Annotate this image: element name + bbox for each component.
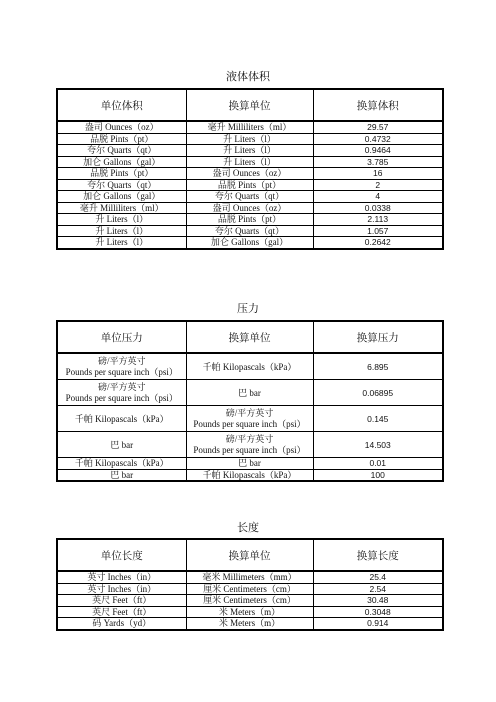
- length-title: 长度: [237, 521, 259, 534]
- pressure-table: [56, 320, 444, 482]
- table-cell: 升 Liters（l）: [57, 214, 186, 226]
- table-cell: [57, 469, 186, 481]
- table-cell: 盎司 Ounces（oz）: [186, 168, 313, 180]
- table-cell: [57, 432, 186, 458]
- table-cell: 2.54: [313, 583, 443, 595]
- cell-line: 磅/平方英寸: [97, 355, 146, 366]
- table-cell: 0.145: [313, 406, 443, 432]
- table-cell: 品脱 Pints（pt）: [57, 168, 186, 180]
- table-cell: 英寸 Inches（in）: [57, 571, 186, 583]
- table-cell: 3.785: [313, 156, 443, 168]
- table-row: [57, 133, 443, 145]
- table-cell: 厘米 Centimeters（cm）: [186, 583, 313, 595]
- column-header: 单位压力: [57, 321, 186, 353]
- liquid-volume-title: 液体体积: [226, 70, 270, 83]
- table-cell: 英尺 Feet（ft）: [57, 606, 186, 618]
- table-row: [57, 353, 443, 380]
- column-header: 换算单位: [186, 321, 313, 353]
- table-cell: 品脱 Pints（pt）: [186, 179, 313, 191]
- cell-line: Pounds per square inch（psi）: [65, 366, 178, 377]
- table-cell: 加仑 Gallons（gal）: [57, 156, 186, 168]
- table-cell: 4: [313, 191, 443, 203]
- table-cell: 夸尔 Quarts（qt）: [57, 179, 186, 191]
- table-cell: 100: [313, 469, 443, 481]
- table-row: [57, 618, 443, 630]
- table-cell: 升 Liters（l）: [186, 145, 313, 157]
- table-cell: 升 Liters（l）: [186, 156, 313, 168]
- table-row: [57, 458, 443, 470]
- table-header-row: [57, 89, 443, 121]
- table-header-row: [57, 321, 443, 353]
- table-cell: 0.01: [313, 458, 443, 470]
- table-cell: 升 Liters（l）: [57, 225, 186, 237]
- table-cell: 盎司 Ounces（oz）: [57, 121, 186, 133]
- cell-line: 千帕 Kilopascals（kPa）: [202, 469, 297, 480]
- table-cell: 0.0338: [313, 202, 443, 214]
- table-row: [57, 202, 443, 214]
- table-row: [57, 214, 443, 226]
- table-row: [57, 380, 443, 406]
- table-cell: 升 Liters（l）: [186, 133, 313, 145]
- table-cell: 30.48: [313, 595, 443, 607]
- table-cell: 品脱 Pints（pt）: [57, 133, 186, 145]
- table-cell: 0.2642: [313, 237, 443, 249]
- table-cell: 升 Liters（l）: [57, 237, 186, 249]
- liquid-volume-table: [56, 88, 444, 250]
- table-cell: 毫米 Millimeters（mm）: [186, 571, 313, 583]
- table-cell: [57, 353, 186, 380]
- table-cell: 夸尔 Quarts（qt）: [186, 191, 313, 203]
- cell-line: 磅/平方英寸: [225, 407, 274, 418]
- table-cell: [186, 406, 313, 432]
- table-cell: 厘米 Centimeters（cm）: [186, 595, 313, 607]
- table-cell: 0.3048: [313, 606, 443, 618]
- table-row: [57, 156, 443, 168]
- column-header: 换算长度: [313, 539, 443, 571]
- table-row: [57, 432, 443, 458]
- table-cell: 14.503: [313, 432, 443, 458]
- table-cell: 0.06895: [313, 380, 443, 406]
- table-cell: [186, 432, 313, 458]
- table-cell: [186, 458, 313, 470]
- table-cell: 25.4: [313, 571, 443, 583]
- cell-line: Pounds per square inch（psi）: [193, 418, 306, 429]
- table-cell: [186, 469, 313, 481]
- cell-line: 巴 bar: [110, 469, 134, 480]
- table-row: [57, 191, 443, 203]
- table-cell: [186, 353, 313, 380]
- table-cell: [186, 380, 313, 406]
- table-row: [57, 237, 443, 249]
- table-row: [57, 406, 443, 432]
- column-header: 单位体积: [57, 89, 186, 121]
- table-cell: 码 Yards（yd）: [57, 618, 186, 630]
- cell-line: Pounds per square inch（psi）: [193, 444, 306, 455]
- cell-line: 千帕 Kilopascals（kPa）: [202, 361, 297, 372]
- column-header: 单位长度: [57, 539, 186, 571]
- table-row: [57, 121, 443, 133]
- table-cell: 夸尔 Quarts（qt）: [57, 145, 186, 157]
- table-cell: 英尺 Feet（ft）: [57, 595, 186, 607]
- table-cell: 1.057: [313, 225, 443, 237]
- table-cell: 0.4732: [313, 133, 443, 145]
- cell-line: 磅/平方英寸: [225, 433, 274, 444]
- table-cell: 16: [313, 168, 443, 180]
- cell-line: 千帕 Kilopascals（kPa）: [74, 413, 169, 424]
- cell-line: Pounds per square inch（psi）: [65, 392, 178, 403]
- table-row: [57, 179, 443, 191]
- table-cell: 米 Meters（m）: [186, 618, 313, 630]
- cell-line: 巴 bar: [238, 387, 261, 398]
- pressure-title: 压力: [237, 302, 259, 315]
- table-row: [57, 583, 443, 595]
- table-row: [57, 469, 443, 481]
- table-cell: 2.113: [313, 214, 443, 226]
- table-header-row: [57, 539, 443, 571]
- table-cell: 毫升 Milliliters（ml）: [57, 202, 186, 214]
- table-row: [57, 225, 443, 237]
- table-cell: 品脱 Pints（pt）: [186, 214, 313, 226]
- column-header: 换算单位: [186, 89, 313, 121]
- table-cell: 0.914: [313, 618, 443, 630]
- table-cell: 毫升 Milliliters（ml）: [186, 121, 313, 133]
- table-cell: 米 Meters（m）: [186, 606, 313, 618]
- table-cell: 29.57: [313, 121, 443, 133]
- table-row: [57, 168, 443, 180]
- table-cell: 6.895: [313, 353, 443, 380]
- table-cell: 0.9464: [313, 145, 443, 157]
- cell-line: 巴 bar: [238, 458, 261, 469]
- table-cell: 夸尔 Quarts（qt）: [186, 225, 313, 237]
- table-row: [57, 145, 443, 157]
- cell-line: 巴 bar: [110, 439, 134, 450]
- column-header: 换算单位: [186, 539, 313, 571]
- table-cell: [57, 380, 186, 406]
- table-cell: 2: [313, 179, 443, 191]
- table-row: [57, 571, 443, 583]
- table-cell: 加仑 Gallons（gal）: [57, 191, 186, 203]
- cell-line: 千帕 Kilopascals（kPa）: [74, 458, 169, 469]
- length-table: [56, 538, 444, 631]
- table-cell: 加仑 Gallons（gal）: [186, 237, 313, 249]
- table-cell: [57, 458, 186, 470]
- table-row: [57, 606, 443, 618]
- table-cell: 英寸 Inches（in）: [57, 583, 186, 595]
- table-cell: 盎司 Ounces（oz）: [186, 202, 313, 214]
- table-row: [57, 595, 443, 607]
- cell-line: 磅/平方英寸: [97, 381, 146, 392]
- column-header: 换算体积: [313, 89, 443, 121]
- column-header: 换算压力: [313, 321, 443, 353]
- table-cell: [57, 406, 186, 432]
